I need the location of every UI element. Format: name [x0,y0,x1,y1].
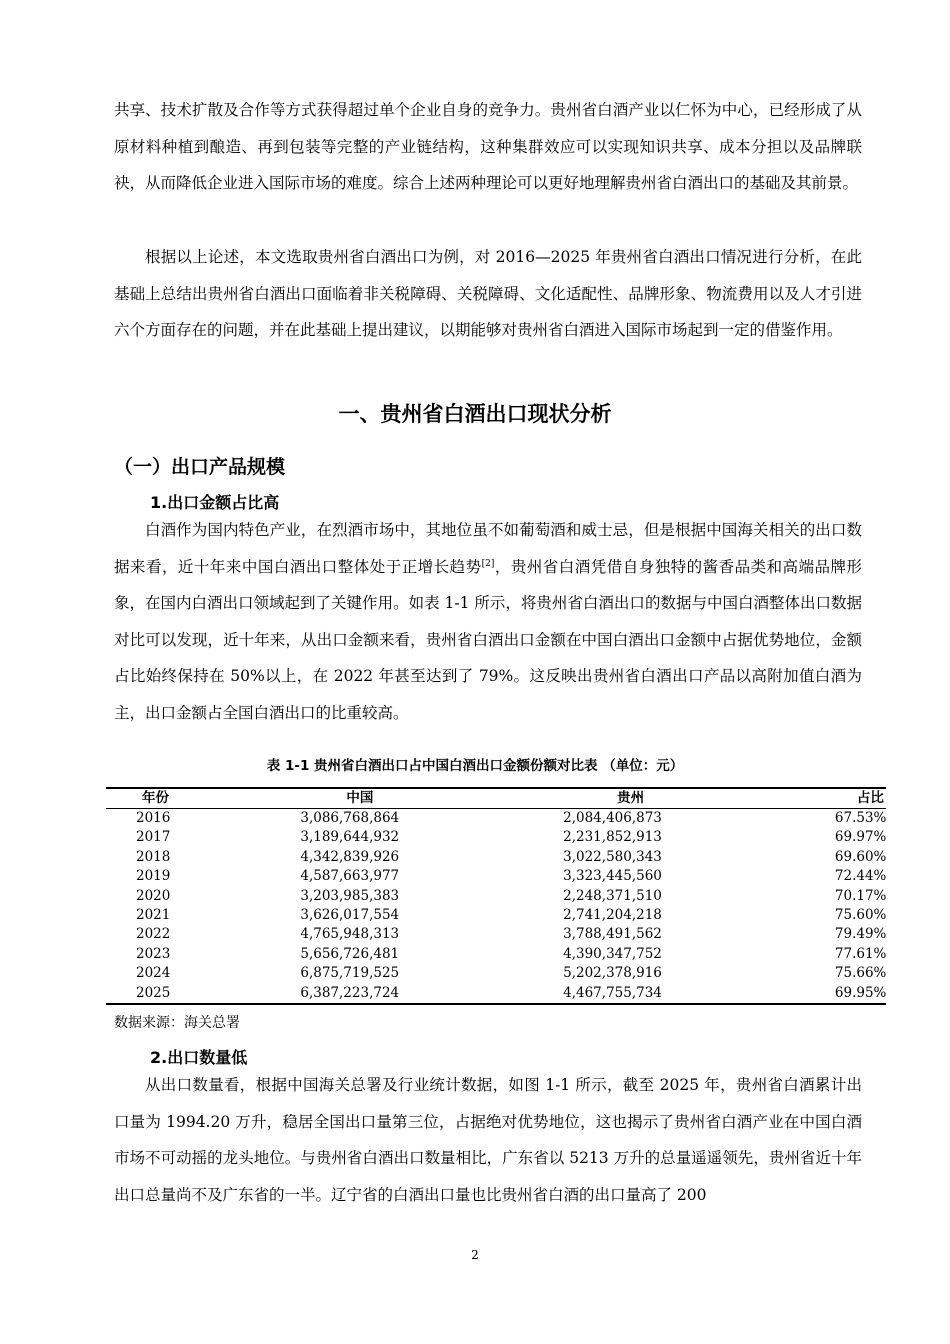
citation-ref: [2] [481,558,495,569]
cell-guizhou: 4,390,347,752 [563,945,662,962]
header-guizhou: 贵州 [617,790,645,806]
cell-china: 3,626,017,554 [300,907,400,924]
table-row [106,867,886,886]
cell-guizhou: 2,248,371,510 [563,887,662,904]
section-heading: 一、贵州省白酒出口现状分析 [338,402,612,426]
cell-guizhou: 5,202,378,916 [563,965,662,982]
cell-share: 69.97% [834,829,887,846]
cell-guizhou: 3,788,491,562 [563,926,662,943]
paragraph-scope: 根据以上论述，本文选取贵州省白酒出口为例，对 2016—2025 年贵州省白酒出口情况进行分析，在此基础上总结出贵州省白酒出口面临着非关税障碍、关税障碍、文化适配性、品牌形象、物流费用以及人才引进六个方面存在的问题，并在此基础上提出建议，以期能够对贵州省白酒进入国际市场起到一定的借鉴作用。 [114,248,862,339]
table-row [106,848,886,867]
table-caption: 表 1-1 贵州省白酒出口占中国白酒出口金额份额对比表 （单位：元） [266,758,684,774]
paragraph-intro-continued: 共享、技术扩散及合作等方式获得超过单个企业自身的竞争力。贵州省白酒产业以仁怀为中心，已经形成了从原材料种植到酿造、再到包装等完整的产业链结构，这种集群效应可以实现知识共享、成本分担以及品牌联袂，从而降低企业进入国际市场的难度。综合上述两种理论可以更好地理解贵州省白酒出口的基础及其前景。 [114,101,862,192]
cell-year: 2019 [136,868,171,885]
cell-share: 69.60% [834,848,887,865]
table-row [106,984,886,1004]
cell-china: 4,765,948,313 [300,926,400,943]
header-share: 占比 [856,790,884,806]
cell-china: 6,875,719,525 [300,965,400,982]
cell-year: 2022 [136,926,171,943]
cell-share: 75.66% [834,965,887,982]
sub-subsection-heading-quantity: 2.出口数量低 [150,1048,248,1067]
table-header-row [106,788,886,809]
table-row [106,887,886,906]
table-row [106,964,886,983]
table-row [106,925,886,944]
cell-china: 3,189,644,932 [300,829,400,846]
cell-guizhou: 2,231,852,913 [563,829,662,846]
cell-share: 69.95% [834,984,887,1001]
table-row [106,828,886,847]
cell-china: 4,342,839,926 [300,848,400,865]
cell-china: 3,086,768,864 [300,810,400,826]
table-row [106,809,886,829]
header-year: 年份 [142,790,169,806]
paragraph-export-amount-part2: ，贵州省白酒凭借自身独特的酱香品类和高端品牌形象，在国内白酒出口领域起到了关键作用。如表 1-1 所示，将贵州省白酒出口的数据与中国白酒整体出口数据对比可以发现，近十年来，从出口金额来看，贵州省白酒出口金额在中国白酒出口金额中占据优势地位，金额占比始终保持在 50%以上，在 2022 年甚至达到了 79%。这反映出贵州省白酒出口产品以高附加值白酒为主，出口金额占全国白酒出口的比重较高。 [114,557,862,722]
cell-china: 4,587,663,977 [300,868,400,885]
cell-guizhou: 2,084,406,873 [563,810,662,826]
cell-year: 2016 [136,810,171,826]
sub-subsection-heading-amount: 1.出口金额占比高 [150,493,280,512]
cell-share: 79.49% [834,926,887,943]
cell-share: 67.53% [834,810,887,826]
cell-year: 2020 [136,887,171,904]
cell-china: 5,656,726,481 [300,945,400,962]
cell-year: 2018 [136,848,171,865]
paragraph-export-quantity: 从出口数量看，根据中国海关总署及行业统计数据，如图 1-1 所示，截至 2025 年，贵州省白酒累计出口量为 1994.20 万升，稳居全国出口量第三位，占据绝对优势地位，这也揭示了贵州省白酒产业在中国白酒市场不可动摇的龙头地位。与贵州省白酒出口数量相比，广东省以 5213 万升的总量遥遥领先，贵州省近十年出口总量尚不及广东省的一半。辽宁省的白酒出口量也比贵州省白酒的出口量高了 200 [114,1076,862,1204]
paragraph-export-amount [114,512,862,731]
cell-year: 2023 [136,945,171,962]
cell-year: 2021 [136,907,171,924]
cell-year: 2017 [136,829,171,846]
cell-guizhou: 3,323,445,560 [563,868,662,885]
page-number: 2 [471,1248,479,1262]
cell-china: 3,203,985,383 [300,887,400,904]
cell-guizhou: 2,741,204,218 [563,907,662,924]
table-row [106,945,886,964]
subsection-heading: （一）出口产品规模 [114,456,286,478]
cell-year: 2024 [136,965,171,982]
cell-year: 2025 [136,984,171,1001]
header-china: 中国 [346,790,374,806]
cell-share: 75.60% [834,907,887,924]
cell-share: 70.17% [834,887,887,904]
cell-share: 77.61% [834,945,887,962]
cell-share: 72.44% [834,868,887,885]
export-share-table [106,787,886,1005]
cell-guizhou: 4,467,755,734 [563,984,662,1001]
table-source-note: 数据来源：海关总署 [114,1015,240,1031]
cell-guizhou: 3,022,580,343 [563,848,662,865]
table-row [106,906,886,925]
paragraph-export-amount-part1: 白酒作为国内特色产业，在烈酒市场中，其地位虽不如葡萄酒和威士忌，但是根据中国海关相关的出口数据来看，近十年来中国白酒出口整体处于正增长趋势 [114,521,862,576]
cell-china: 6,387,223,724 [300,984,400,1001]
